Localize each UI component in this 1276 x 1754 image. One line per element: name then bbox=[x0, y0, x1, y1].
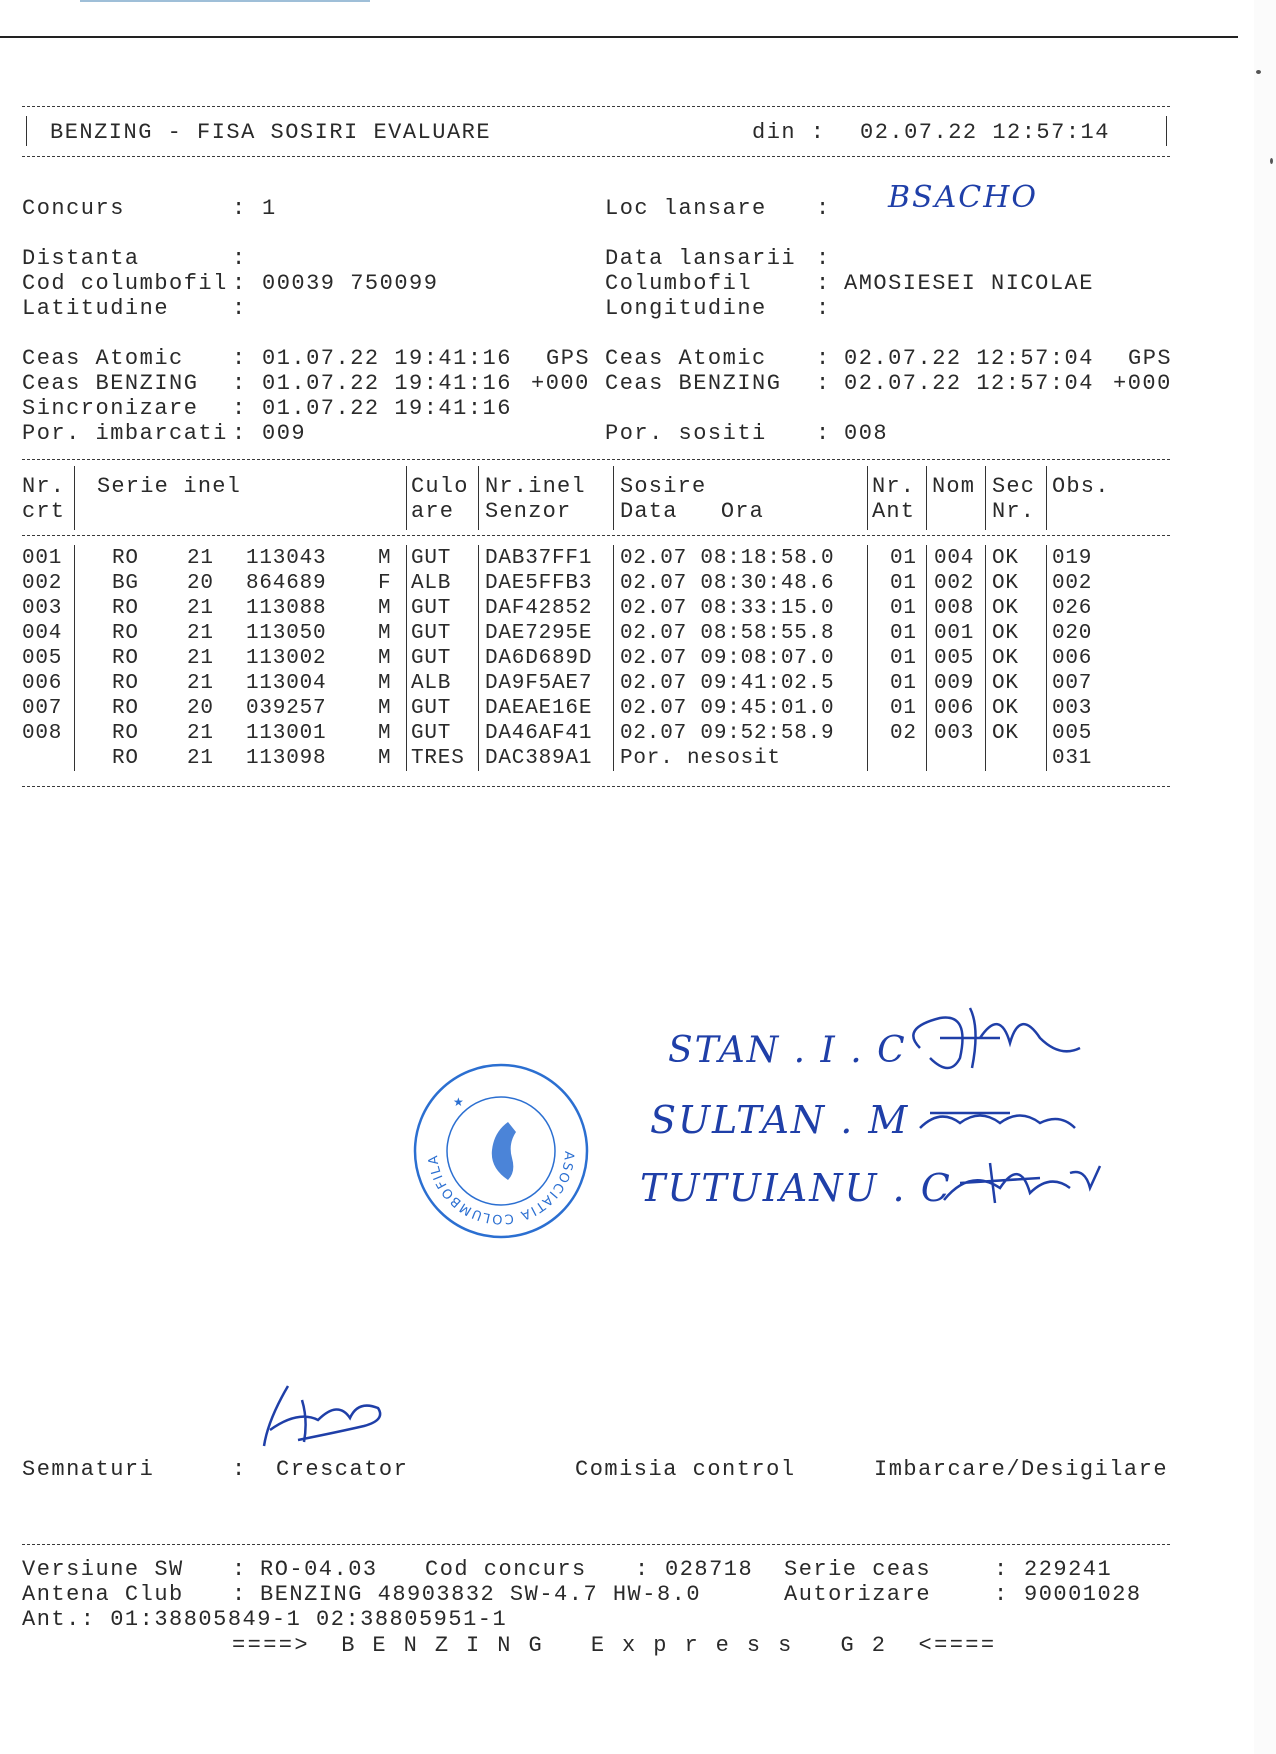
row-nr-crt: 007 bbox=[22, 697, 63, 720]
handwritten-name-3: TUTUIANU . C bbox=[640, 1166, 952, 1210]
handwritten-name-1: STAN . I . C bbox=[668, 1030, 907, 1071]
row-color: GUT bbox=[411, 647, 452, 670]
columbofil-value: AMOSIESEI NICOLAE bbox=[844, 271, 1094, 296]
latitudine-label: Latitudine bbox=[22, 296, 170, 321]
row-obs: 031 bbox=[1052, 747, 1093, 770]
row-color: GUT bbox=[411, 697, 452, 720]
row-obs: 007 bbox=[1052, 672, 1093, 695]
row-ring-number: 113043 bbox=[246, 547, 327, 570]
row-sec: OK bbox=[992, 722, 1019, 745]
row-nr-crt: 004 bbox=[22, 622, 63, 645]
row-antenna: 01 bbox=[890, 647, 917, 670]
signature-1 bbox=[913, 1008, 1080, 1068]
row-country: RO bbox=[112, 722, 139, 745]
row-nr-crt: 002 bbox=[22, 572, 63, 595]
col-header-serie-inel: Serie inel bbox=[97, 474, 242, 499]
ceas-benzing-left: 01.07.22 19:41:16 bbox=[262, 371, 512, 396]
row-arrival: 02.07 08:33:15.0 bbox=[620, 597, 835, 620]
row-color: ALB bbox=[411, 572, 452, 595]
row-sec: OK bbox=[992, 672, 1019, 695]
loc-lansare-colon: : bbox=[816, 196, 831, 221]
crescator-signature bbox=[258, 1380, 388, 1452]
antena-club-value: BENZING 48903832 SW-4.7 HW-8.0 bbox=[260, 1582, 702, 1607]
col-divider bbox=[985, 466, 986, 530]
antena-club-colon: : bbox=[232, 1582, 247, 1607]
col-header-nr-crt-2: crt bbox=[22, 499, 66, 524]
row-color: TRES bbox=[411, 747, 465, 770]
col-header-nom: Nom bbox=[932, 474, 976, 499]
row-country: RO bbox=[112, 747, 139, 770]
ceas-atomic-colon-right: : bbox=[816, 346, 831, 371]
header-top-border bbox=[22, 106, 1170, 107]
row-antenna: 01 bbox=[890, 672, 917, 695]
autorizare-colon: : bbox=[994, 1582, 1009, 1607]
row-nr-crt: 003 bbox=[22, 597, 63, 620]
row-year: 21 bbox=[187, 597, 214, 620]
row-year: 21 bbox=[187, 672, 214, 695]
cod-concurs-value: 028718 bbox=[665, 1557, 754, 1582]
row-sex: M bbox=[378, 672, 392, 695]
longitudine-label: Longitudine bbox=[605, 296, 767, 321]
ceas-benzing-right-offset: +000 bbox=[1113, 371, 1172, 396]
por-imbarcati-colon: : bbox=[232, 421, 247, 446]
row-antenna: 01 bbox=[890, 697, 917, 720]
row-nom: 009 bbox=[934, 672, 975, 695]
col-header-nr-crt: Nr. bbox=[22, 474, 66, 499]
antenna-ids: Ant.: 01:38805849-1 02:38805951-1 bbox=[22, 1607, 508, 1632]
row-sensor: DA6D689D bbox=[485, 647, 593, 670]
col-divider bbox=[406, 545, 407, 771]
col-header-culoare: Culo bbox=[411, 474, 469, 499]
data-lansarii-colon: : bbox=[816, 246, 831, 271]
col-divider bbox=[74, 545, 75, 771]
row-obs: 002 bbox=[1052, 572, 1093, 595]
row-sex: F bbox=[378, 572, 392, 595]
col-header-sec-nr: Sec bbox=[992, 474, 1036, 499]
col-header-nr-ant: Nr. bbox=[872, 474, 916, 499]
row-country: RO bbox=[112, 672, 139, 695]
row-nom: 008 bbox=[934, 597, 975, 620]
scan-edge-line bbox=[0, 36, 1238, 38]
ceas-atomic-right: 02.07.22 12:57:04 bbox=[844, 346, 1094, 371]
ceas-atomic-left: 01.07.22 19:41:16 bbox=[262, 346, 512, 371]
row-obs: 003 bbox=[1052, 697, 1093, 720]
row-color: ALB bbox=[411, 672, 452, 695]
association-stamp bbox=[412, 1062, 590, 1240]
row-sex: M bbox=[378, 547, 392, 570]
row-country: BG bbox=[112, 572, 139, 595]
autorizare-label: Autorizare bbox=[784, 1582, 932, 1607]
report-title: BENZING - FISA SOSIRI EVALUARE bbox=[50, 120, 492, 145]
crescator-label: Crescator bbox=[276, 1457, 409, 1482]
handwritten-name-2: SULTAN . M bbox=[650, 1098, 910, 1142]
signature-scribbles bbox=[900, 988, 1140, 1228]
row-country: RO bbox=[112, 647, 139, 670]
row-nr-crt: 006 bbox=[22, 672, 63, 695]
row-ring-number: 113001 bbox=[246, 722, 327, 745]
col-divider bbox=[478, 466, 479, 530]
row-nom: 005 bbox=[934, 647, 975, 670]
row-sensor: DAB37FF1 bbox=[485, 547, 593, 570]
row-antenna: 02 bbox=[890, 722, 917, 745]
row-ring-number: 113050 bbox=[246, 622, 327, 645]
col-header-nr-inel-senzor: Nr.inel bbox=[485, 474, 586, 499]
por-imbarcati-label: Por. imbarcati bbox=[22, 421, 228, 446]
row-arrival: 02.07 09:41:02.5 bbox=[620, 672, 835, 695]
ceas-atomic-left-src: GPS bbox=[546, 346, 591, 371]
col-divider bbox=[867, 466, 868, 530]
por-sositi-colon: : bbox=[816, 421, 831, 446]
scan-speck bbox=[1256, 70, 1261, 74]
row-color: GUT bbox=[411, 597, 452, 620]
cod-concurs-colon: : bbox=[635, 1557, 650, 1582]
row-antenna: 01 bbox=[890, 622, 917, 645]
ceas-atomic-colon: : bbox=[232, 346, 247, 371]
col-divider bbox=[926, 466, 927, 530]
row-obs: 026 bbox=[1052, 597, 1093, 620]
row-nom: 001 bbox=[934, 622, 975, 645]
row-arrival: 02.07 08:30:48.6 bbox=[620, 572, 835, 595]
pigeon-icon bbox=[492, 1122, 516, 1180]
sincronizare-label: Sincronizare bbox=[22, 396, 199, 421]
distanta-colon: : bbox=[232, 246, 247, 271]
col-divider bbox=[985, 545, 986, 771]
serie-ceas-label: Serie ceas bbox=[784, 1557, 932, 1582]
row-country: RO bbox=[112, 547, 139, 570]
header-bottom-border bbox=[22, 156, 1170, 157]
semnaturi-colon: : bbox=[232, 1457, 247, 1482]
serie-ceas-colon: : bbox=[994, 1557, 1009, 1582]
row-sex: M bbox=[378, 722, 392, 745]
ceas-benzing-colon: : bbox=[232, 371, 247, 396]
row-ring-number: 864689 bbox=[246, 572, 327, 595]
versiune-sw-colon: : bbox=[232, 1557, 247, 1582]
row-ring-number: 113088 bbox=[246, 597, 327, 620]
scan-speck bbox=[1270, 158, 1273, 164]
row-sec: OK bbox=[992, 697, 1019, 720]
row-ring-number: 113098 bbox=[246, 747, 327, 770]
row-country: RO bbox=[112, 697, 139, 720]
col-header-sec-nr-2: Nr. bbox=[992, 499, 1036, 524]
row-ring-number: 113004 bbox=[246, 672, 327, 695]
row-arrival: 02.07 08:58:55.8 bbox=[620, 622, 835, 645]
sincronizare-colon: : bbox=[232, 396, 247, 421]
row-sex: M bbox=[378, 647, 392, 670]
row-arrival: 02.07 08:18:58.0 bbox=[620, 547, 835, 570]
stamp-text: ASOCIATIA COLUMBOFILA bbox=[425, 1150, 577, 1227]
signature-3 bbox=[944, 1163, 1100, 1203]
row-sensor: DAE7295E bbox=[485, 622, 593, 645]
table-top-border bbox=[22, 459, 1170, 460]
col-header-culoare-2: are bbox=[411, 499, 455, 524]
row-sensor: DAE5FFB3 bbox=[485, 572, 593, 595]
col-header-obs: Obs. bbox=[1052, 474, 1110, 499]
row-color: GUT bbox=[411, 722, 452, 745]
row-sex: M bbox=[378, 622, 392, 645]
col-header-sosire-2: Data Ora bbox=[620, 499, 765, 524]
row-obs: 020 bbox=[1052, 622, 1093, 645]
distanta-label: Distanta bbox=[22, 246, 140, 271]
row-color: GUT bbox=[411, 547, 452, 570]
concurs-value: 1 bbox=[262, 196, 277, 221]
sincronizare-value: 01.07.22 19:41:16 bbox=[262, 396, 512, 421]
row-sex: M bbox=[378, 697, 392, 720]
ceas-benzing-label: Ceas BENZING bbox=[22, 371, 199, 396]
row-country: RO bbox=[112, 597, 139, 620]
columbofil-colon: : bbox=[816, 271, 831, 296]
col-divider bbox=[613, 545, 614, 771]
autorizare-value: 90001028 bbox=[1024, 1582, 1142, 1607]
row-ring-number: 113002 bbox=[246, 647, 327, 670]
row-color: GUT bbox=[411, 622, 452, 645]
col-divider bbox=[613, 466, 614, 530]
signature-2 bbox=[920, 1113, 1075, 1128]
row-year: 20 bbox=[187, 572, 214, 595]
col-header-nr-ant-2: Ant bbox=[872, 499, 916, 524]
row-antenna: 01 bbox=[890, 572, 917, 595]
ceas-benzing-colon-right: : bbox=[816, 371, 831, 396]
row-obs: 005 bbox=[1052, 722, 1093, 745]
row-year: 21 bbox=[187, 722, 214, 745]
row-year: 21 bbox=[187, 547, 214, 570]
cod-columbofil-label: Cod columbofil bbox=[22, 271, 228, 296]
row-year: 21 bbox=[187, 747, 214, 770]
stamp-star: ★ bbox=[453, 1095, 464, 1109]
versiune-sw-value: RO-04.03 bbox=[260, 1557, 378, 1582]
row-nom: 002 bbox=[934, 572, 975, 595]
row-arrival: Por. nesosit bbox=[620, 747, 781, 770]
ceas-benzing-left-offset: +000 bbox=[531, 371, 590, 396]
row-antenna: 01 bbox=[890, 547, 917, 570]
cod-columbofil-colon: : bbox=[232, 271, 247, 296]
por-sositi-value: 008 bbox=[844, 421, 889, 446]
row-year: 21 bbox=[187, 622, 214, 645]
comisia-control-label: Comisia control bbox=[575, 1457, 796, 1482]
row-arrival: 02.07 09:52:58.9 bbox=[620, 722, 835, 745]
crescator-signature-stroke bbox=[264, 1386, 380, 1446]
footer-separator bbox=[22, 1544, 1170, 1545]
ceas-atomic-right-src: GPS bbox=[1128, 346, 1173, 371]
ceas-atomic-label-right: Ceas Atomic bbox=[605, 346, 767, 371]
table-header-separator bbox=[22, 535, 1170, 536]
row-arrival: 02.07 09:45:01.0 bbox=[620, 697, 835, 720]
versiune-sw-label: Versiune SW bbox=[22, 1557, 184, 1582]
col-header-nr-inel-senzor-2: Senzor bbox=[485, 499, 572, 524]
row-year: 21 bbox=[187, 647, 214, 670]
por-imbarcati-value: 009 bbox=[262, 421, 307, 446]
col-divider bbox=[1046, 545, 1047, 771]
row-obs: 006 bbox=[1052, 647, 1093, 670]
row-nr-crt: 008 bbox=[22, 722, 63, 745]
col-divider bbox=[478, 545, 479, 771]
row-nom: 003 bbox=[934, 722, 975, 745]
row-sec: OK bbox=[992, 647, 1019, 670]
row-sensor: DAF42852 bbox=[485, 597, 593, 620]
scan-edge-blue bbox=[80, 0, 370, 2]
loc-lansare-label: Loc lansare bbox=[605, 196, 767, 221]
imbarcare-label: Imbarcare/Desigilare bbox=[874, 1457, 1169, 1482]
row-nom: 006 bbox=[934, 697, 975, 720]
row-ring-number: 039257 bbox=[246, 697, 327, 720]
row-sensor: DAC389A1 bbox=[485, 747, 593, 770]
row-nr-crt: 001 bbox=[22, 547, 63, 570]
col-header-sosire: Sosire bbox=[620, 474, 707, 499]
row-sec: OK bbox=[992, 622, 1019, 645]
ceas-benzing-label-right: Ceas BENZING bbox=[605, 371, 782, 396]
columbofil-label: Columbofil bbox=[605, 271, 753, 296]
header-left-border bbox=[26, 116, 27, 146]
scan-right-margin bbox=[1254, 0, 1276, 1754]
col-divider bbox=[406, 466, 407, 530]
cod-concurs-label: Cod concurs bbox=[425, 1557, 587, 1582]
por-sositi-label: Por. sositi bbox=[605, 421, 767, 446]
row-sec: OK bbox=[992, 572, 1019, 595]
ceas-atomic-label: Ceas Atomic bbox=[22, 346, 184, 371]
concurs-colon: : bbox=[232, 196, 247, 221]
ceas-benzing-right: 02.07.22 12:57:04 bbox=[844, 371, 1094, 396]
row-sex: M bbox=[378, 597, 392, 620]
row-sex: M bbox=[378, 747, 392, 770]
longitudine-colon: : bbox=[816, 296, 831, 321]
header-right-border bbox=[1166, 116, 1167, 146]
semnaturi-label: Semnaturi bbox=[22, 1457, 155, 1482]
row-sensor: DAEAE16E bbox=[485, 697, 593, 720]
antena-club-label: Antena Club bbox=[22, 1582, 184, 1607]
row-arrival: 02.07 09:08:07.0 bbox=[620, 647, 835, 670]
row-year: 20 bbox=[187, 697, 214, 720]
benzing-banner: ====> B E N Z I N G E x p r e s s G 2 <==== bbox=[232, 1633, 997, 1658]
row-sec: OK bbox=[992, 547, 1019, 570]
concurs-label: Concurs bbox=[22, 196, 125, 221]
latitudine-colon: : bbox=[232, 296, 247, 321]
cod-columbofil-value: 00039 750099 bbox=[262, 271, 439, 296]
row-nr-crt: 005 bbox=[22, 647, 63, 670]
loc-lansare-handwritten: BSACHO bbox=[888, 180, 1038, 215]
data-lansarii-label: Data lansarii bbox=[605, 246, 797, 271]
col-divider bbox=[926, 545, 927, 771]
row-sec: OK bbox=[992, 597, 1019, 620]
report-date-value: 02.07.22 12:57:14 bbox=[860, 120, 1110, 145]
table-bottom-border bbox=[22, 786, 1170, 787]
row-antenna: 01 bbox=[890, 597, 917, 620]
row-country: RO bbox=[112, 622, 139, 645]
serie-ceas-value: 229241 bbox=[1024, 1557, 1113, 1582]
col-divider bbox=[1046, 466, 1047, 530]
col-divider bbox=[867, 545, 868, 771]
row-sensor: DA46AF41 bbox=[485, 722, 593, 745]
row-obs: 019 bbox=[1052, 547, 1093, 570]
row-nom: 004 bbox=[934, 547, 975, 570]
report-date-label: din : bbox=[752, 120, 826, 145]
col-divider bbox=[74, 466, 75, 530]
row-sensor: DA9F5AE7 bbox=[485, 672, 593, 695]
